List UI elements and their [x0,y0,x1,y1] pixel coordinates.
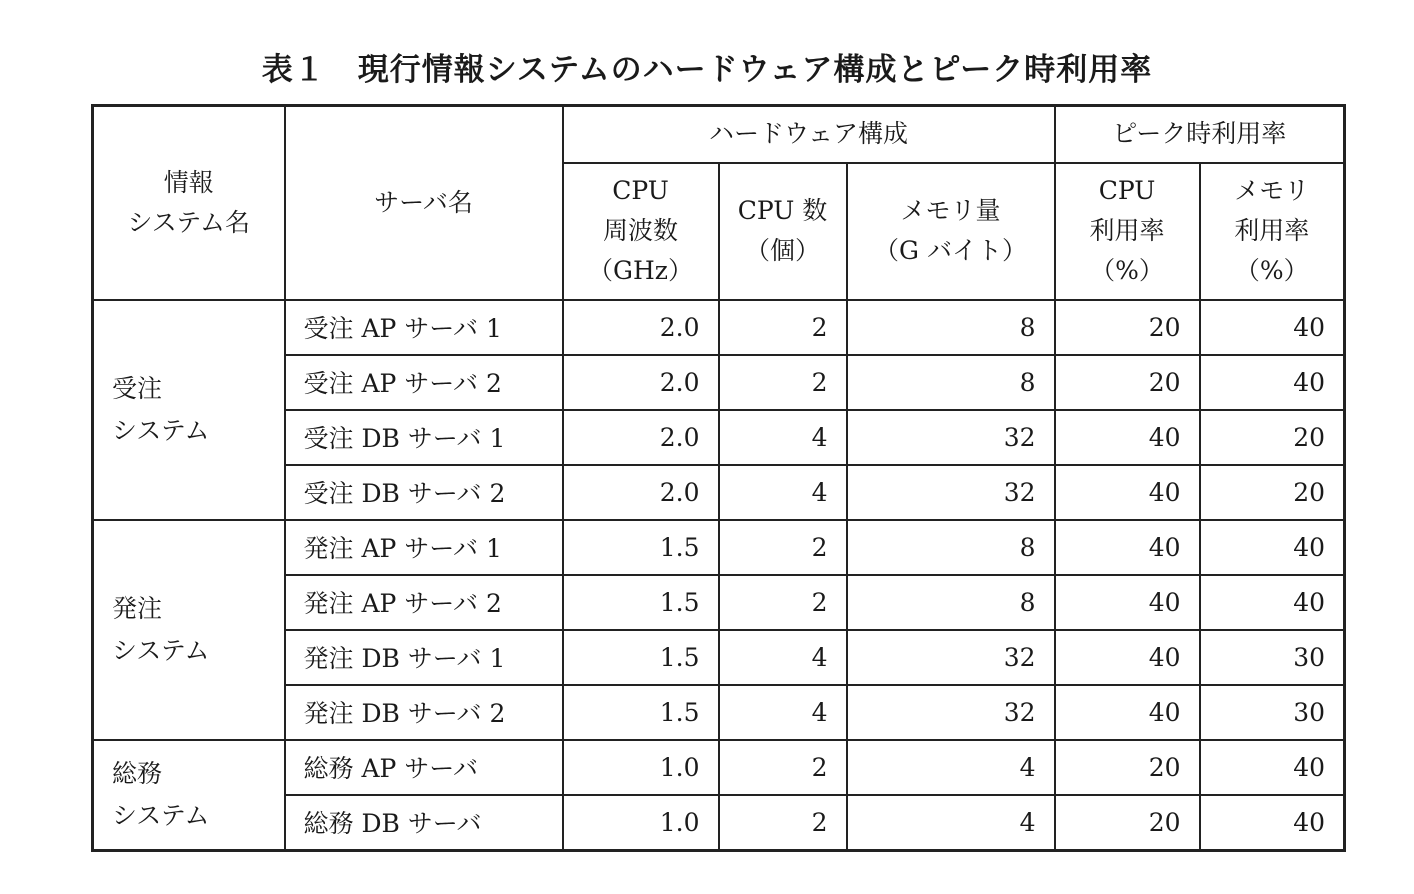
server-name-cell: 受注 DB サーバ 2 [285,465,563,520]
server-name-cell: 総務 AP サーバ [285,740,563,795]
cpu-count-cell: 2 [719,520,847,575]
cpu-utilization-cell: 20 [1055,355,1200,410]
system-name-cell: 発注 システム [93,520,285,740]
cpu-frequency-cell: 1.5 [563,630,719,685]
memory-utilization-cell: 20 [1200,410,1345,465]
memory-cell: 32 [847,465,1055,520]
memory-cell: 32 [847,630,1055,685]
cpu-frequency-cell: 1.5 [563,685,719,740]
cpu-utilization-cell: 20 [1055,740,1200,795]
cpu-utilization-cell: 40 [1055,685,1200,740]
server-name-cell: 総務 DB サーバ [285,795,563,851]
header-cpu-frequency: CPU 周波数 （GHz） [563,163,719,300]
cpu-frequency-cell: 2.0 [563,465,719,520]
table-title: 表１ 現行情報システムのハードウェア構成とピーク時利用率 [261,52,1153,88]
cpu-utilization-cell: 40 [1055,410,1200,465]
memory-utilization-cell: 40 [1200,740,1345,795]
memory-cell: 4 [847,795,1055,851]
memory-cell: 8 [847,575,1055,630]
server-name-cell: 受注 DB サーバ 1 [285,410,563,465]
table-row [93,520,1345,575]
cpu-frequency-cell: 2.0 [563,355,719,410]
cpu-count-cell: 2 [719,575,847,630]
cpu-count-cell: 4 [719,630,847,685]
memory-utilization-cell: 30 [1200,630,1345,685]
cpu-count-cell: 2 [719,795,847,851]
memory-utilization-cell: 40 [1200,520,1345,575]
server-name-cell: 発注 DB サーバ 1 [285,630,563,685]
cpu-frequency-cell: 1.5 [563,575,719,630]
cpu-frequency-cell: 1.0 [563,740,719,795]
header-memory-utilization: メモリ 利用率 （%） [1200,163,1345,300]
cpu-count-cell: 4 [719,685,847,740]
header-peak-group: ピーク時利用率 [1055,106,1345,163]
system-name-cell: 総務 システム [93,740,285,851]
server-name-cell: 発注 AP サーバ 2 [285,575,563,630]
cpu-utilization-cell: 40 [1055,520,1200,575]
header-cpu-utilization: CPU 利用率 （%） [1055,163,1200,300]
server-name-cell: 受注 AP サーバ 1 [285,300,563,355]
cpu-frequency-cell: 2.0 [563,300,719,355]
header-hardware-group: ハードウェア構成 [563,106,1055,163]
cpu-utilization-cell: 20 [1055,300,1200,355]
memory-cell: 8 [847,520,1055,575]
memory-cell: 32 [847,685,1055,740]
table-row [93,300,1345,355]
memory-utilization-cell: 40 [1200,300,1345,355]
memory-utilization-cell: 20 [1200,465,1345,520]
cpu-count-cell: 2 [719,355,847,410]
cpu-frequency-cell: 1.5 [563,520,719,575]
cpu-count-cell: 2 [719,300,847,355]
memory-utilization-cell: 40 [1200,795,1345,851]
cpu-count-cell: 4 [719,465,847,520]
memory-utilization-cell: 30 [1200,685,1345,740]
header-memory: メモリ量 （G バイト） [847,163,1055,300]
memory-utilization-cell: 40 [1200,355,1345,410]
server-name-cell: 発注 DB サーバ 2 [285,685,563,740]
cpu-utilization-cell: 40 [1055,630,1200,685]
cpu-frequency-cell: 1.0 [563,795,719,851]
table-row [93,740,1345,795]
server-name-cell: 発注 AP サーバ 1 [285,520,563,575]
hardware-table [91,104,1346,852]
system-name-cell: 受注 システム [93,300,285,520]
header-system-name: 情報 システム名 [93,106,285,300]
memory-cell: 32 [847,410,1055,465]
memory-utilization-cell: 40 [1200,575,1345,630]
memory-cell: 8 [847,300,1055,355]
memory-cell: 4 [847,740,1055,795]
header-server-name: サーバ名 [285,106,563,300]
header-cpu-count: CPU 数 （個） [719,163,847,300]
cpu-utilization-cell: 40 [1055,465,1200,520]
server-name-cell: 受注 AP サーバ 2 [285,355,563,410]
cpu-frequency-cell: 2.0 [563,410,719,465]
cpu-count-cell: 4 [719,410,847,465]
memory-cell: 8 [847,355,1055,410]
cpu-utilization-cell: 40 [1055,575,1200,630]
cpu-count-cell: 2 [719,740,847,795]
cpu-utilization-cell: 20 [1055,795,1200,851]
